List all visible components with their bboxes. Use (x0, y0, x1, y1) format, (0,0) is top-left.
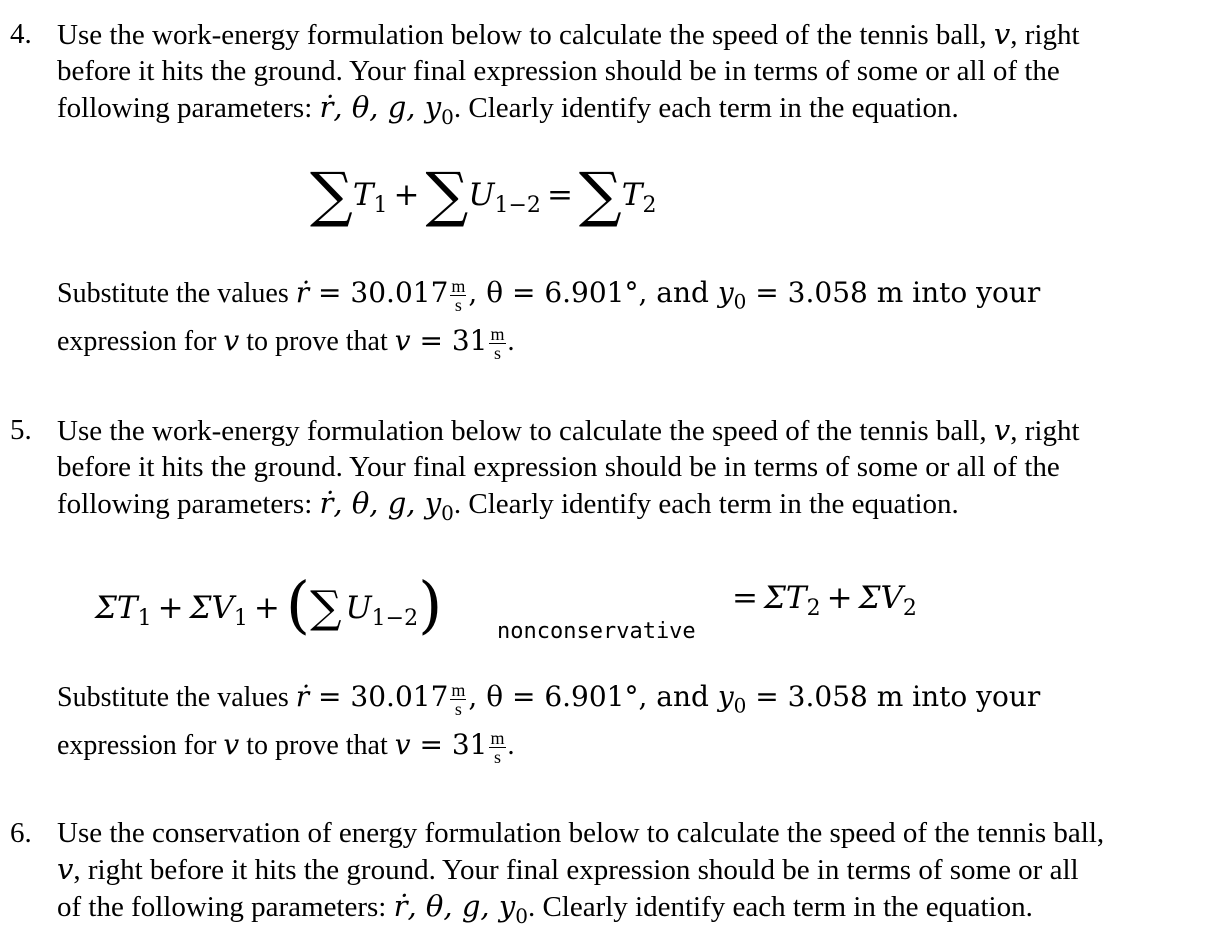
problem-statement (57, 412, 1177, 531)
substitution-line-2: expression for v to prove that v = 31 $\frac{m}{s}$ . (57, 324, 515, 364)
problem-statement (57, 815, 1177, 934)
nonconservative-label: nonconservative (497, 619, 696, 644)
statement-line: Use the work-energy formulation below to calculate the speed of the tennis ball, v, right (57, 413, 1080, 447)
statement-line: Use the conservation of energy formulation below to calculate the speed of the tennis ball, (57, 817, 1105, 849)
problem-statement (57, 16, 1177, 135)
statement-line: before it hits the ground. Your final expression should be in terms of some or all of the (57, 55, 1060, 87)
work-energy-equation: ∑T1 + ∑U1−2 = ∑T2 (310, 160, 657, 230)
statement-line: of the following parameters: ṙ, θ, g, $y_0$. Clearly identify each term in the equation. (57, 889, 1033, 928)
substitution-line-2: expression for v to prove that v = 31 $\frac{m}{s}$ . (57, 728, 515, 768)
substitution-line-1: Substitute the values ṙ = 30.017 $\frac{m}{s}$ , θ = 6.901°, and $y_0 = 3.058$ m into your (57, 276, 1041, 316)
equation-right-side: = ΣT2 + ΣV2 (732, 580, 917, 621)
substitution-text (57, 680, 1040, 766)
substitution-line-1: Substitute the values ṙ = 30.017 $\frac{m}{s}$ , θ = 6.901°, and $y_0 = 3.058$ m into your (57, 680, 1041, 720)
statement-line: v, right before it hits the ground. Your final expression should be in terms of some or all (57, 852, 1079, 886)
statement-line: before it hits the ground. Your final expression should be in terms of some or all of the (57, 451, 1060, 483)
problem-number: 5. (10, 414, 32, 446)
substitution-text (57, 276, 1040, 362)
problem-number: 6. (10, 817, 32, 849)
problem-number: 4. (10, 18, 32, 50)
statement-line: Use the work-energy formulation below to calculate the speed of the tennis ball, v, right (57, 17, 1080, 51)
statement-line: following parameters: ṙ, θ, g, $y_0$. Clearly identify each term in the equation. (57, 486, 959, 525)
work-energy-potential-equation: ΣT1 + ΣV1 +(∑ U1−2) (95, 568, 443, 641)
statement-line: following parameters: ṙ, θ, g, $y_0$. Clearly identify each term in the equation. (57, 90, 959, 129)
